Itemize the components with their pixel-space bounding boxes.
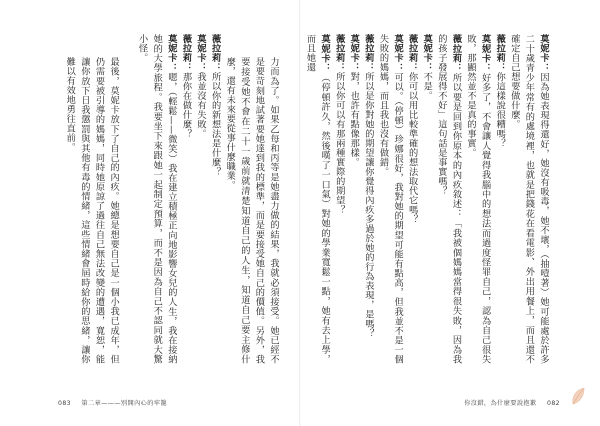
right-page-text <box>302 34 550 364</box>
dialogue-paragraph <box>375 34 404 364</box>
dialogue-paragraph <box>222 34 280 364</box>
paragraph-text: 對，也許有點像那樣。 <box>348 72 360 167</box>
speaker-label: 莫妮卡： <box>165 34 177 73</box>
dialogue-paragraph <box>462 34 491 364</box>
paragraph-text: 所以你可以有那兩種實際的期望？ <box>333 72 345 215</box>
paragraph-text: 那你在做什麼？ <box>180 72 192 139</box>
paragraph-text: 所以要是回到你原本的內疚敘述：「我被個媽媽當得很失敗，因為我的孩子發展得不好」這句話是事實嗎？ <box>435 34 462 365</box>
dialogue-paragraph <box>360 34 375 364</box>
speaker-label: 薇拉莉： <box>180 34 192 72</box>
paragraph-text: 力而為了。如果乙每和丙等是她盡力做的結果，我就必須接受。她已經不是要苛刻地試著要她達到我的標準，而是要接受她自己的價值。另外，我要接受她不會在二十一歲前就清楚知道自己的人生，知道自己要主修什麼，還有未來要從事什麼職業。 <box>224 57 279 364</box>
dialogue-paragraph <box>134 34 178 364</box>
paragraph-text: 所以你的新想法是什麼？ <box>209 72 221 177</box>
dialogue-paragraph <box>433 34 462 364</box>
speaker-label: 莫妮卡： <box>421 34 433 72</box>
left-footer <box>58 398 167 407</box>
left-running-head: 第二章———別開內心的牢籠 <box>81 400 168 407</box>
paragraph-text: 可以。（停頓）珍娜很好，我對她的期望可能有點高，但我並不是一個失敗的媽媽，而且我也沒有做錯。 <box>377 34 404 364</box>
paragraph-text: 你可以用比較準確的想法取代它嗎？ <box>406 72 418 224</box>
paragraph-text: 好多了，不會讓人覺得我腦中的想法而過度怪罪自己，認為自己很失敗，那顯然並不是真的事實。 <box>465 34 491 365</box>
dialogue-paragraph <box>192 34 207 364</box>
right-running-head: 你沒錯，為什麼要說抱歉 <box>464 400 537 407</box>
speaker-label: 薇拉莉： <box>450 34 462 73</box>
dialogue-paragraph <box>178 34 193 364</box>
left-page-number: 083 <box>58 400 72 407</box>
speaker-label: 薇拉莉： <box>406 34 418 72</box>
dialogue-paragraph <box>404 34 419 364</box>
paragraph-text: 因為她表現得還好，她沒有吸毒，她不壞，（抽噎著）她可能處於許多二十歲青少年常有的處境裡，也就是把錢花在看電影、外出用餐上，而且還不確定自己想要做什麼。 <box>508 34 549 364</box>
speaker-label: 莫妮卡： <box>479 34 491 73</box>
speaker-label: 薇拉莉： <box>209 34 221 72</box>
left-page-text <box>62 34 280 364</box>
paragraph-text: 我並沒有失敗。 <box>195 72 207 139</box>
speaker-label: 薇拉莉： <box>362 34 374 72</box>
paragraph-text: 不是。 <box>421 72 433 101</box>
right-page-number: 082 <box>546 400 560 407</box>
paragraph-text: 嗯，（輕鬆——微笑）我在建立積極正向地影響女兒的人生，我在接納她的大學旅程。我要坐下來跟她一起制定預算，而不是因為自己不認同就大驚小怪。 <box>136 34 177 365</box>
book-gutter <box>299 0 301 426</box>
speaker-label: 莫妮卡： <box>392 34 404 73</box>
speaker-label: 莫妮卡： <box>538 34 549 73</box>
dialogue-paragraph <box>62 34 120 364</box>
dialogue-paragraph <box>302 34 331 364</box>
dialogue-paragraph <box>419 34 434 364</box>
dialogue-paragraph <box>207 34 222 364</box>
speaker-label: 莫妮卡： <box>319 34 331 73</box>
dialogue-paragraph <box>346 34 361 364</box>
dialogue-paragraph <box>331 34 346 364</box>
paragraph-text: （停頓許久，然後嘆了一口氣）對她的學業寬鬆一點，她有去上學，而且她還 <box>304 34 331 365</box>
paragraph-text: 你這樣說很糟嗎？ <box>494 72 506 148</box>
speaker-label: 薇拉莉： <box>494 34 506 72</box>
speaker-label: 莫妮卡： <box>348 34 360 72</box>
speaker-label: 莫妮卡： <box>195 34 207 72</box>
dialogue-paragraph <box>506 34 550 364</box>
leaf-icon <box>570 386 586 406</box>
right-page <box>304 34 550 365</box>
speaker-label: 薇拉莉： <box>333 34 345 72</box>
right-footer <box>464 398 560 407</box>
paragraph-text: 最後，莫妮卡放下了自己的內疚。她總是想要自己是一個小我已成年，但仍需要被引導的媽媽，同時她原諒了過往自己無法改變的遭遇，寬恕，能讓你放下日我懲罰與其他有毒的情緒，這些情緒會屆時給你的思緒，讓你難以有效地勇往直前。 <box>64 57 120 364</box>
paragraph-text: 所以是你對她的期望讓你覺得內疚多過於她的行為表現，是嗎？ <box>362 72 374 338</box>
dialogue-paragraph <box>492 34 507 364</box>
left-page <box>58 34 280 364</box>
